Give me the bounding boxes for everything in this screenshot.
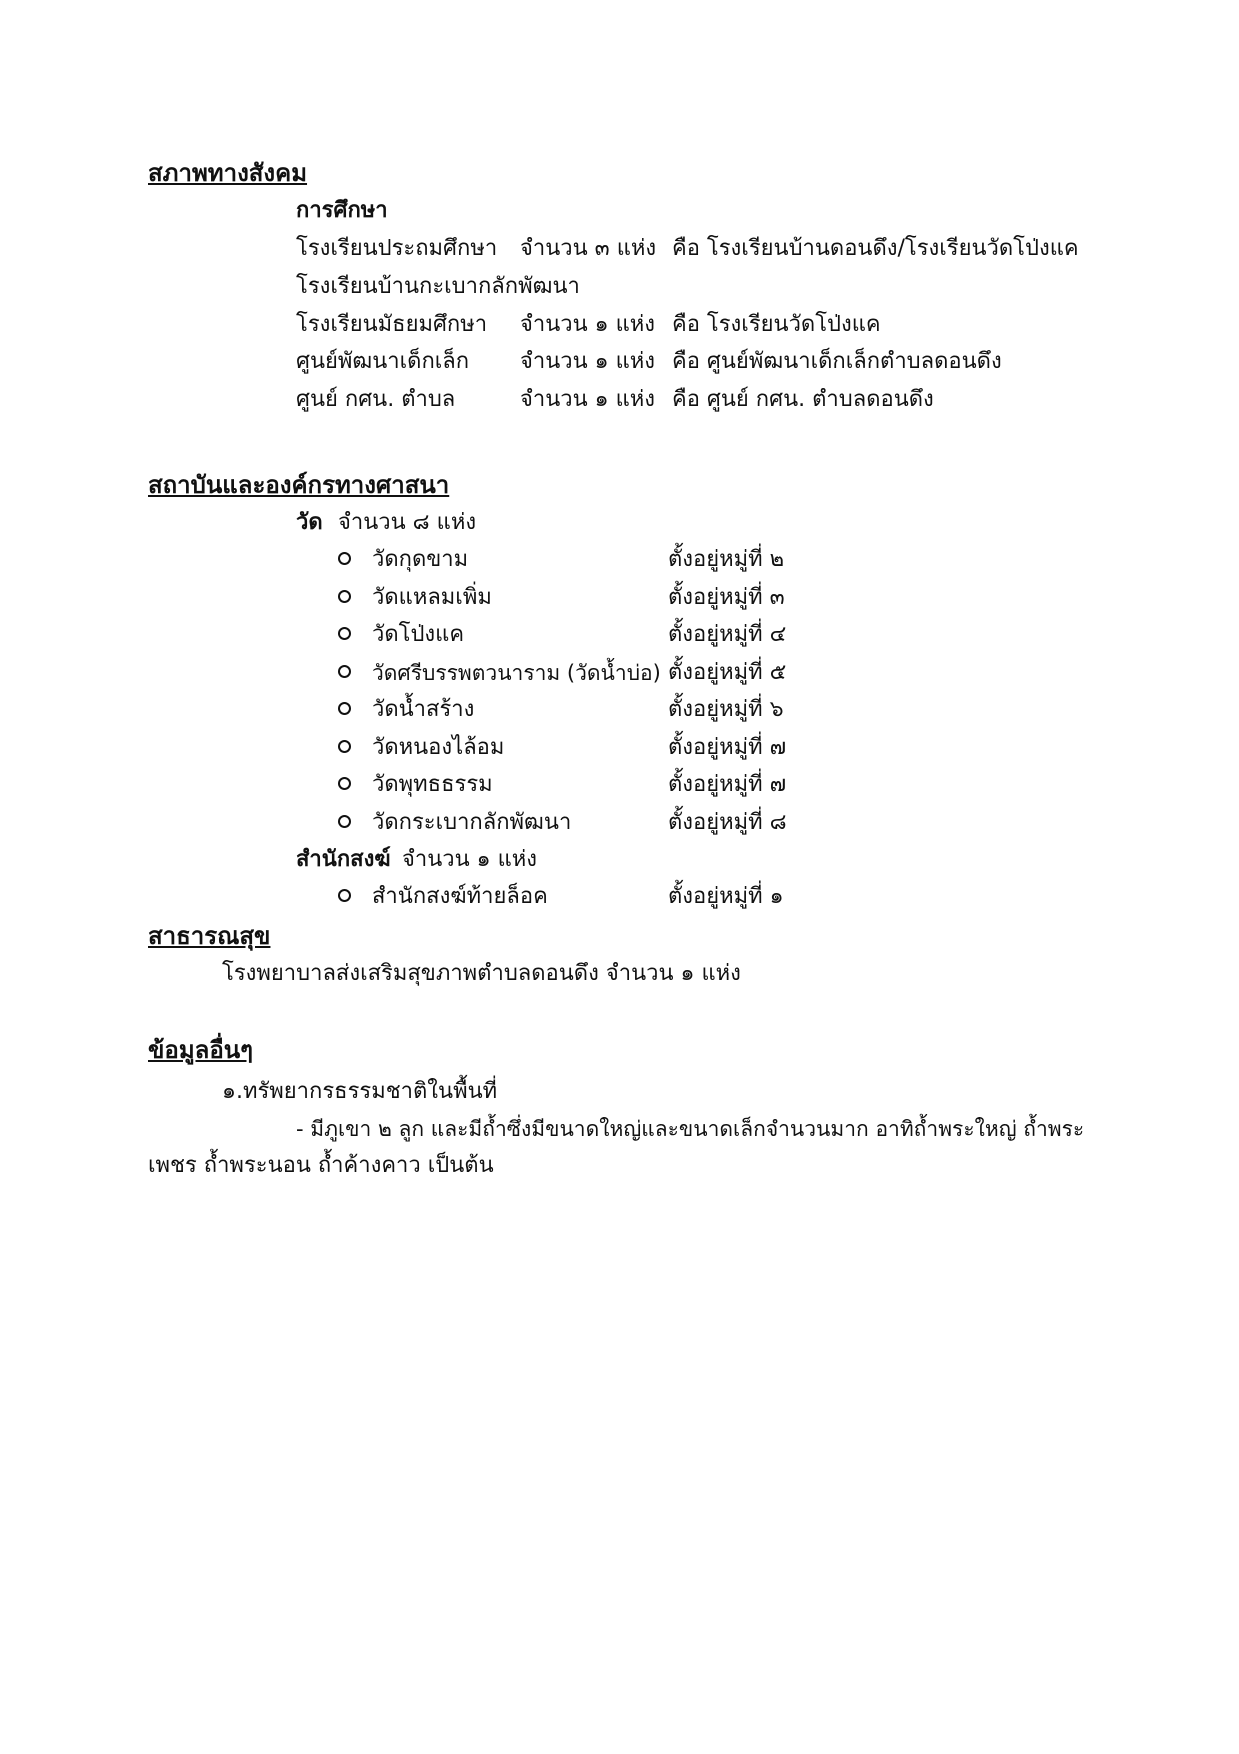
- education-type: ศูนย์ กศน. ตำบล: [296, 387, 456, 412]
- monastery-name: สำนักสงฆ์ท้ายล็อค: [372, 884, 548, 909]
- temple-name: วัดกระเบากลักพัฒนา: [372, 810, 572, 835]
- temple-name: วัดพุทธธรรม: [372, 772, 493, 797]
- section-heading-religion: สถาบันและองค์กรทางศาสนา: [148, 471, 450, 499]
- monastery-label: สำนักสงฆ์: [296, 847, 391, 872]
- temple-location: ตั้งอยู่หมู่ที่ ๔: [668, 622, 787, 647]
- education-count: จำนวน ๑ แห่ง: [520, 349, 656, 374]
- temple-name: วัดโป่งแค: [372, 622, 465, 647]
- monastery-count: จำนวน ๑ แห่ง: [402, 847, 538, 872]
- temples-count: จำนวน ๘ แห่ง: [338, 510, 477, 535]
- temple-location: ตั้งอยู่หมู่ที่ ๖: [668, 697, 784, 722]
- circle-bullet-icon: [338, 590, 351, 603]
- circle-bullet-icon: [338, 702, 351, 715]
- circle-bullet-icon: [338, 889, 351, 902]
- education-detail: คือ โรงเรียนบ้านดอนดึง/โรงเรียนวัดโป่งแค: [672, 236, 1079, 261]
- education-detail-continued: โรงเรียนบ้านกะเบากลักพัฒนา: [296, 274, 580, 299]
- other-detail-line-1: - มีภูเขา ๒ ลูก และมีถ้ำซึ่งมีขนาดใหญ่และขนาดเล็กจำนวนมาก อาทิถ้ำพระใหญ่ ถ้ำพระ: [296, 1117, 1085, 1141]
- health-text: โรงพยาบาลส่งเสริมสุขภาพตำบลดอนดึง จำนวน ๑ แห่ง: [222, 961, 741, 986]
- circle-bullet-icon: [338, 815, 351, 828]
- temple-location: ตั้งอยู่หมู่ที่ ๗: [668, 772, 787, 797]
- education-detail: คือ ศูนย์ กศน. ตำบลดอนดึง: [672, 387, 934, 412]
- education-title: การศึกษา: [296, 198, 388, 223]
- education-count: จำนวน ๓ แห่ง: [520, 236, 657, 261]
- circle-bullet-icon: [338, 777, 351, 790]
- education-type: โรงเรียนประถมศึกษา: [296, 236, 498, 261]
- monastery-location: ตั้งอยู่หมู่ที่ ๑: [668, 884, 784, 909]
- other-detail-line-2: เพชร ถ้ำพระนอน ถ้ำค้างคาว เป็นต้น: [148, 1153, 494, 1178]
- education-type: โรงเรียนมัธยมศึกษา: [296, 312, 488, 337]
- temple-location: ตั้งอยู่หมู่ที่ ๒: [668, 547, 785, 572]
- circle-bullet-icon: [338, 665, 351, 678]
- circle-bullet-icon: [338, 627, 351, 640]
- temple-location: ตั้งอยู่หมู่ที่ ๕: [668, 660, 787, 685]
- temple-location: ตั้งอยู่หมู่ที่ ๓: [668, 585, 785, 610]
- circle-bullet-icon: [338, 552, 351, 565]
- section-heading-other: ข้อมูลอื่นๆ: [148, 1036, 254, 1064]
- temple-name: วัดหนองไล้อม: [372, 735, 505, 760]
- circle-bullet-icon: [338, 740, 351, 753]
- other-item-1: ๑.ทรัพยากรธรรมชาติในพื้นที่: [222, 1079, 498, 1104]
- education-detail: คือ ศูนย์พัฒนาเด็กเล็กตำบลดอนดึง: [672, 349, 1002, 374]
- education-count: จำนวน ๑ แห่ง: [520, 312, 656, 337]
- section-heading-health: สาธารณสุข: [148, 922, 271, 950]
- temple-name: วัดแหลมเพิ่ม: [372, 585, 492, 610]
- education-detail: คือ โรงเรียนวัดโป่งแค: [672, 312, 881, 337]
- temples-label: วัด: [296, 510, 323, 535]
- section-heading-social: สภาพทางสังคม: [148, 159, 308, 187]
- education-count: จำนวน ๑ แห่ง: [520, 387, 656, 412]
- temple-location: ตั้งอยู่หมู่ที่ ๗: [668, 735, 787, 760]
- temple-name: วัดน้ำสร้าง: [372, 697, 475, 722]
- temple-name: วัดศรีบรรพตวนาราม (วัดน้ำบ่อ): [372, 661, 661, 685]
- temple-name: วัดกุดขาม: [372, 547, 469, 572]
- education-type: ศูนย์พัฒนาเด็กเล็ก: [296, 349, 470, 374]
- temple-location: ตั้งอยู่หมู่ที่ ๘: [668, 810, 787, 835]
